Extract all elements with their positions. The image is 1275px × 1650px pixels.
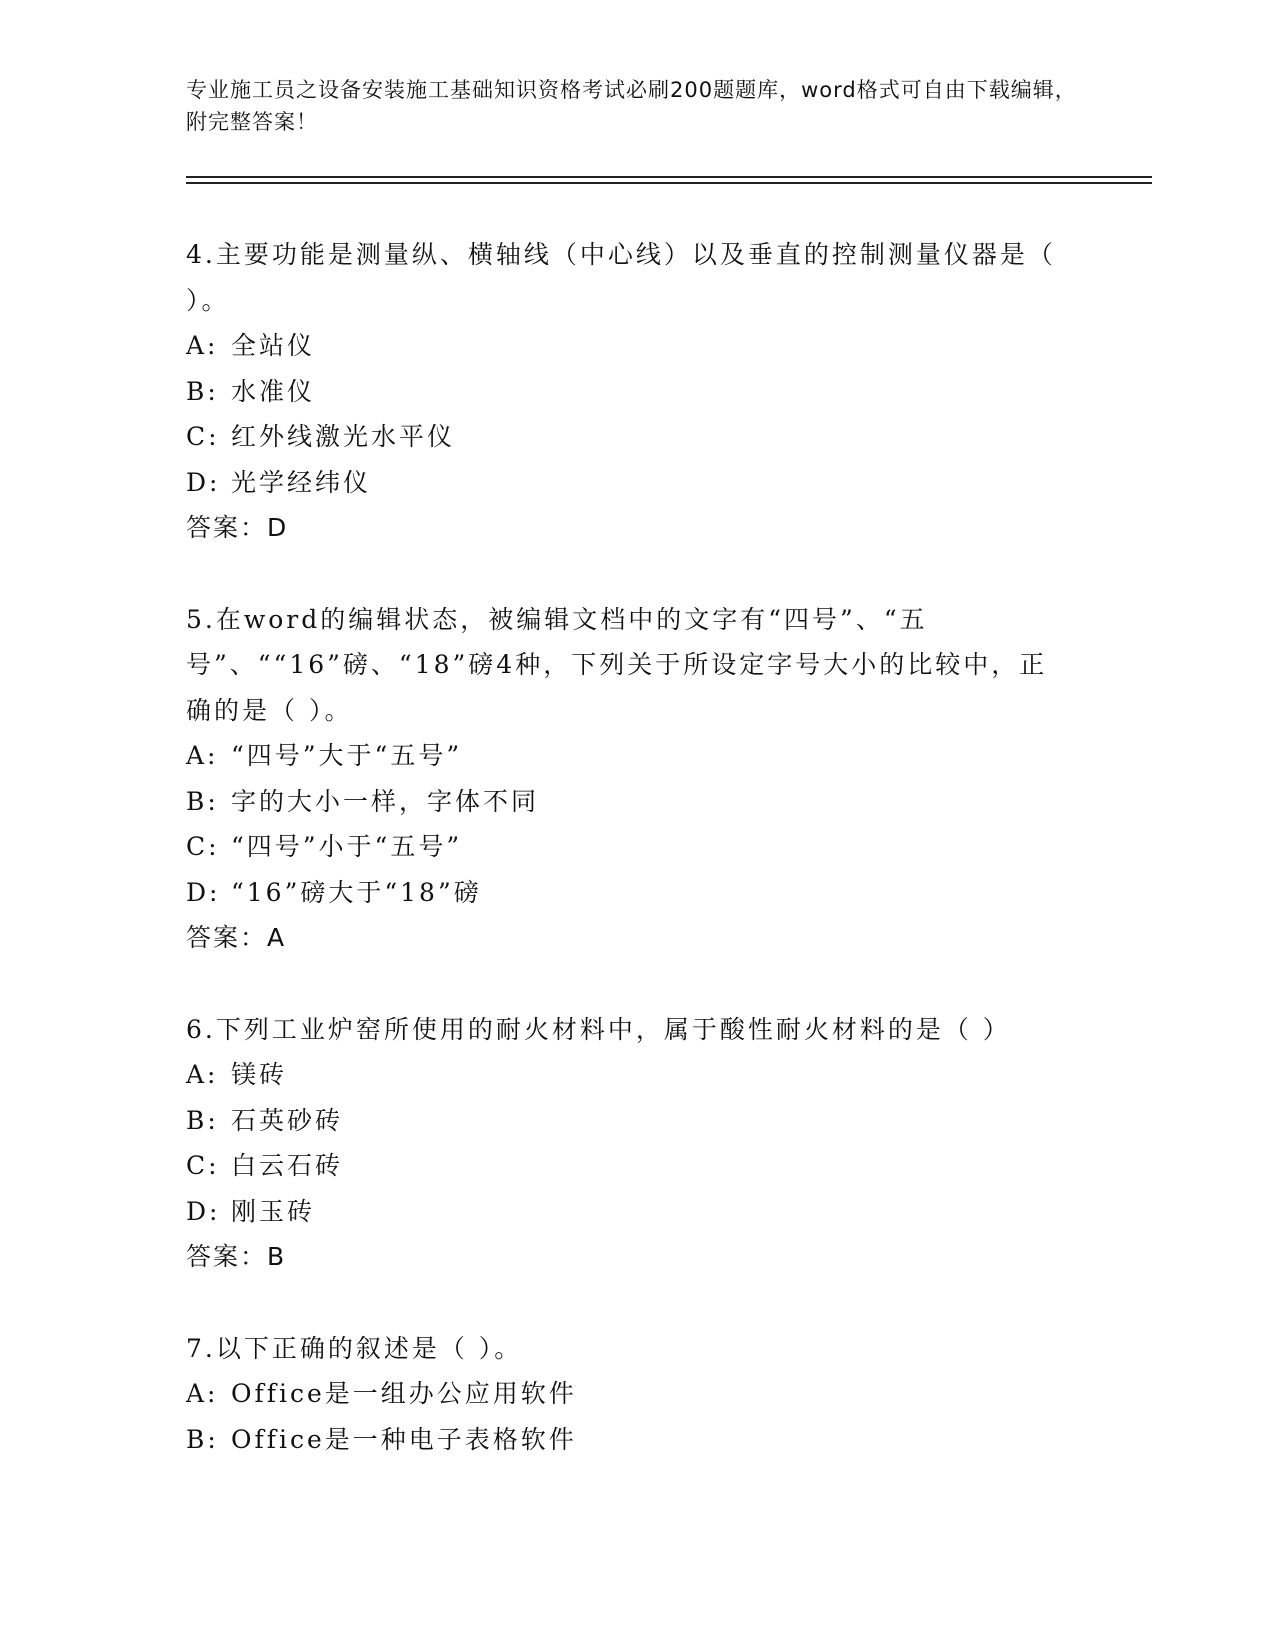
header-divider-bottom	[186, 182, 1152, 184]
option-b	[186, 779, 1066, 825]
header-divider-top	[186, 176, 1152, 178]
answer-line: 答案：A	[186, 923, 287, 952]
option-b	[186, 369, 1066, 415]
option-a	[186, 323, 1066, 369]
question-list	[186, 232, 1066, 1508]
option-letter: B:	[186, 786, 219, 816]
option-text: 红外线激光水平仪	[231, 422, 456, 451]
option-letter: C:	[186, 832, 220, 861]
option-text: 光学经纬仪	[231, 467, 372, 497]
question-4	[186, 232, 1066, 551]
option-letter: A:	[186, 331, 219, 360]
answer-line: 答案：D	[186, 513, 289, 542]
question-7	[186, 1326, 1066, 1463]
option-letter: D:	[186, 467, 221, 497]
option-letter: D:	[186, 1196, 221, 1226]
option-text: 水准仪	[231, 376, 316, 406]
option-text: 镁砖	[231, 1060, 288, 1089]
option-text: 白云石砖	[231, 1151, 344, 1180]
option-text: “16”磅大于“18”磅	[231, 877, 482, 907]
option-c	[186, 1143, 1066, 1189]
option-letter: C:	[186, 1151, 220, 1180]
option-d	[186, 1189, 1066, 1235]
question-6	[186, 1007, 1066, 1280]
question-5	[186, 597, 1066, 961]
option-text: 刚玉砖	[231, 1196, 316, 1226]
option-letter: A:	[186, 1379, 219, 1408]
option-letter: B:	[186, 1105, 219, 1135]
question-stem: 5.在word的编辑状态，被编辑文档中的文字有“四号”、“五号”、““16”磅、“18”磅4种，下列关于所设定字号大小的比较中，正确的是（ ）。	[186, 604, 1048, 725]
question-stem: 6.下列工业炉窑所使用的耐火材料中，属于酸性耐火材料的是（ ）	[186, 1014, 1011, 1044]
option-letter: B:	[186, 376, 219, 406]
option-letter: A:	[186, 1060, 219, 1089]
document-header: 专业施工员之设备安装施工基础知识资格考试必刷200题题库，word格式可自由下载编辑，附完整答案！	[186, 78, 1077, 134]
option-c	[186, 824, 1066, 870]
option-text: Office是一组办公应用软件	[231, 1379, 577, 1408]
option-d	[186, 870, 1066, 916]
option-b	[186, 1417, 1066, 1463]
option-text: “四号”小于“五号”	[231, 832, 463, 861]
option-letter: D:	[186, 877, 221, 907]
option-a	[186, 733, 1066, 779]
option-c	[186, 414, 1066, 460]
option-text: 石英砂砖	[231, 1105, 344, 1135]
option-text: Office是一种电子表格软件	[231, 1424, 577, 1454]
option-text: 全站仪	[231, 331, 316, 360]
option-d	[186, 460, 1066, 506]
option-text: “四号”大于“五号”	[231, 741, 463, 770]
option-a	[186, 1371, 1066, 1417]
option-b	[186, 1098, 1066, 1144]
question-stem: 7.以下正确的叙述是（ ）。	[186, 1333, 523, 1363]
question-stem: 4.主要功能是测量纵、横轴线（中心线）以及垂直的控制测量仪器是（ ）。	[186, 240, 1056, 315]
option-a	[186, 1052, 1066, 1098]
answer-line: 答案：B	[186, 1242, 287, 1271]
option-text: 字的大小一样，字体不同	[231, 786, 540, 816]
option-letter: C:	[186, 422, 220, 451]
option-letter: A:	[186, 741, 219, 770]
option-letter: B:	[186, 1424, 219, 1454]
